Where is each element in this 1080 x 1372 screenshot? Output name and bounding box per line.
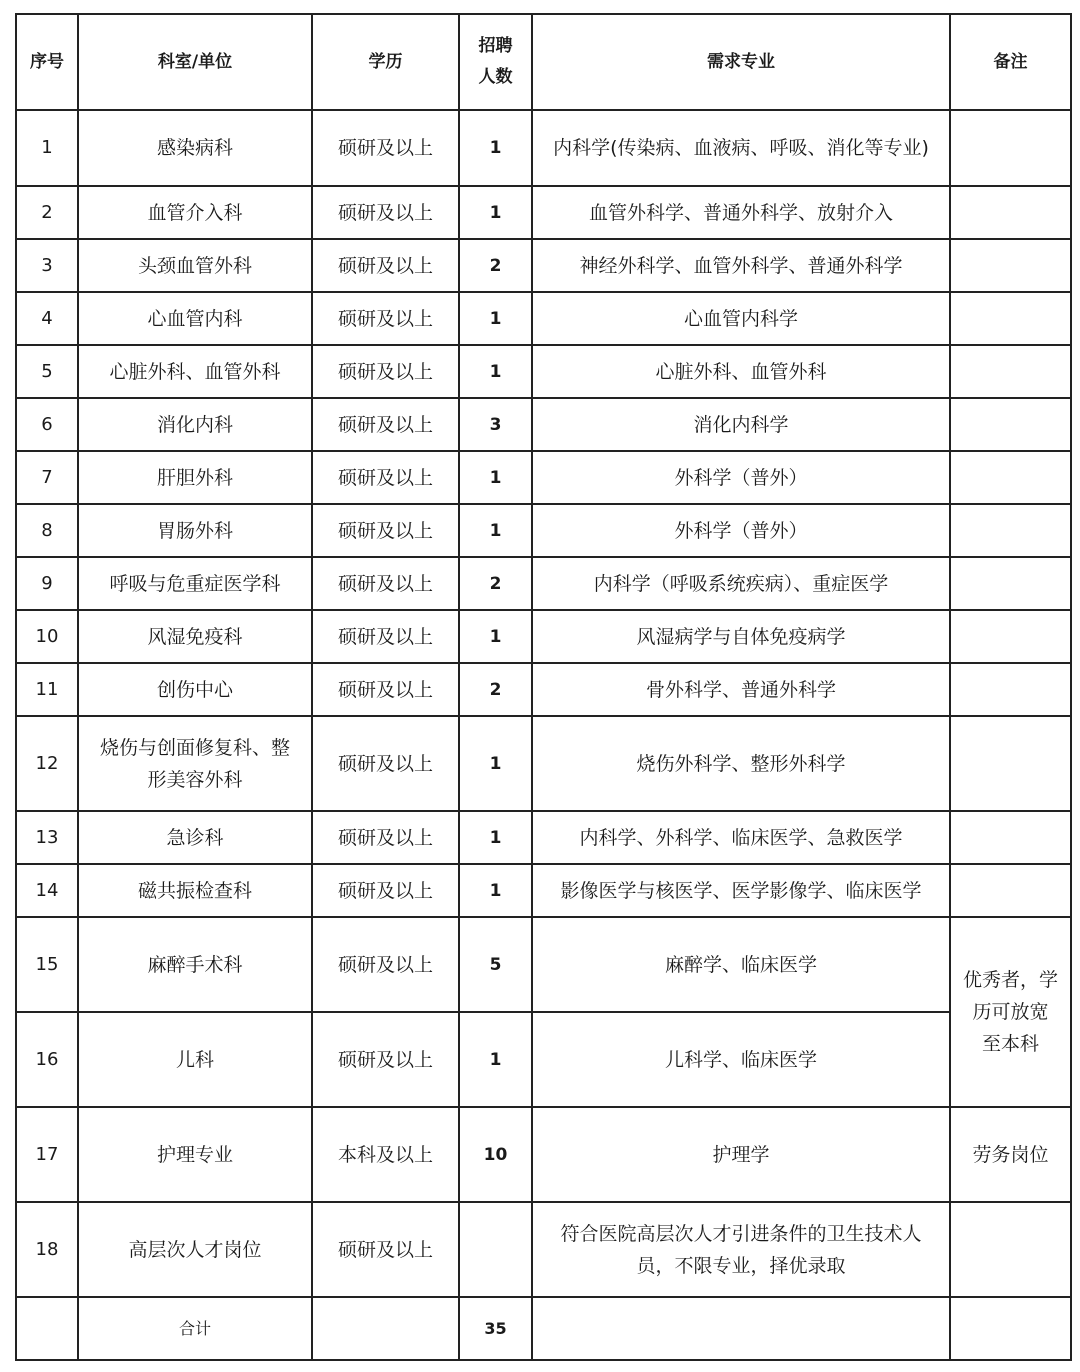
cell-edu: 硕研及以上 — [312, 345, 459, 398]
cell-count: 2 — [459, 663, 532, 716]
cell-major: 内科学(传染病、血液病、呼吸、消化等专业) — [532, 110, 950, 186]
cell-count: 3 — [459, 398, 532, 451]
cell-note — [950, 451, 1071, 504]
cell-dept: 胃肠外科 — [78, 504, 312, 557]
cell-seq: 9 — [16, 557, 78, 610]
cell-seq: 5 — [16, 345, 78, 398]
cell-seq — [16, 1297, 78, 1360]
cell-edu: 硕研及以上 — [312, 292, 459, 345]
cell-edu — [312, 1297, 459, 1360]
header-count-line1: 招聘 — [478, 36, 513, 56]
cell-note — [950, 1297, 1071, 1360]
header-note: 备注 — [950, 14, 1071, 110]
cell-note — [950, 292, 1071, 345]
table-row — [16, 186, 1071, 239]
cell-count: 5 — [459, 917, 532, 1012]
cell-count: 1 — [459, 716, 532, 811]
cell-dept: 风湿免疫科 — [78, 610, 312, 663]
cell-edu: 硕研及以上 — [312, 110, 459, 186]
cell-count: 1 — [459, 292, 532, 345]
total-count: 35 — [459, 1297, 532, 1360]
cell-major: 外科学（普外） — [532, 451, 950, 504]
cell-dept: 消化内科 — [78, 398, 312, 451]
table-row — [16, 451, 1071, 504]
cell-dept: 血管介入科 — [78, 186, 312, 239]
cell-dept: 创伤中心 — [78, 663, 312, 716]
table-row — [16, 504, 1071, 557]
cell-seq: 10 — [16, 610, 78, 663]
header-major: 需求专业 — [532, 14, 950, 110]
cell-edu: 硕研及以上 — [312, 557, 459, 610]
cell-major: 影像医学与核医学、医学影像学、临床医学 — [532, 864, 950, 917]
cell-major: 风湿病学与自体免疫病学 — [532, 610, 950, 663]
table-row — [16, 292, 1071, 345]
cell-seq: 14 — [16, 864, 78, 917]
cell-count: 1 — [459, 504, 532, 557]
cell-count: 1 — [459, 610, 532, 663]
cell-dept — [78, 716, 312, 811]
cell-major: 外科学（普外） — [532, 504, 950, 557]
cell-seq: 1 — [16, 110, 78, 186]
cell-dept: 心血管内科 — [78, 292, 312, 345]
header-dept: 科室/单位 — [78, 14, 312, 110]
cell-note — [950, 557, 1071, 610]
cell-dept-line1: 烧伤与创面修复科、整 — [99, 736, 290, 759]
cell-count: 1 — [459, 186, 532, 239]
table-row — [16, 110, 1071, 186]
cell-major: 护理学 — [532, 1107, 950, 1202]
cell-count: 1 — [459, 110, 532, 186]
table-row — [16, 345, 1071, 398]
cell-dept: 高层次人才岗位 — [78, 1202, 312, 1297]
cell-seq: 15 — [16, 917, 78, 1012]
cell-seq: 8 — [16, 504, 78, 557]
table-row — [16, 1107, 1071, 1202]
cell-major: 烧伤外科学、整形外科学 — [532, 716, 950, 811]
table-row — [16, 917, 1071, 1012]
cell-edu: 硕研及以上 — [312, 663, 459, 716]
table-row — [16, 864, 1071, 917]
cell-seq: 11 — [16, 663, 78, 716]
cell-note — [950, 811, 1071, 864]
cell-edu: 硕研及以上 — [312, 811, 459, 864]
table-row — [16, 1012, 1071, 1107]
cell-edu: 硕研及以上 — [312, 864, 459, 917]
cell-count: 1 — [459, 1012, 532, 1107]
cell-edu: 硕研及以上 — [312, 451, 459, 504]
table-row — [16, 811, 1071, 864]
cell-edu: 硕研及以上 — [312, 398, 459, 451]
cell-dept: 儿科 — [78, 1012, 312, 1107]
cell-seq: 13 — [16, 811, 78, 864]
cell-dept: 护理专业 — [78, 1107, 312, 1202]
cell-dept: 肝胆外科 — [78, 451, 312, 504]
cell-count: 2 — [459, 557, 532, 610]
table-row — [16, 716, 1071, 811]
total-row — [16, 1297, 1071, 1360]
cell-major: 心血管内科学 — [532, 292, 950, 345]
cell-dept: 心脏外科、血管外科 — [78, 345, 312, 398]
cell-major-line1: 符合医院高层次人才引进条件的卫生技术人 — [560, 1222, 922, 1245]
cell-major: 麻醉学、临床医学 — [532, 917, 950, 1012]
cell-count: 1 — [459, 345, 532, 398]
cell-edu: 硕研及以上 — [312, 239, 459, 292]
cell-dept-line2: 形美容外科 — [147, 768, 243, 791]
header-count-line2: 人数 — [478, 67, 513, 87]
cell-major: 骨外科学、普通外科学 — [532, 663, 950, 716]
header-edu: 学历 — [312, 14, 459, 110]
table-row — [16, 239, 1071, 292]
cell-seq: 17 — [16, 1107, 78, 1202]
header-seq: 序号 — [16, 14, 78, 110]
cell-seq: 4 — [16, 292, 78, 345]
recruitment-table — [15, 13, 1072, 1361]
cell-edu: 硕研及以上 — [312, 610, 459, 663]
table-row — [16, 1202, 1071, 1297]
cell-note — [950, 610, 1071, 663]
cell-edu: 硕研及以上 — [312, 716, 459, 811]
cell-seq: 2 — [16, 186, 78, 239]
cell-major: 心脏外科、血管外科 — [532, 345, 950, 398]
cell-dept: 呼吸与危重症医学科 — [78, 557, 312, 610]
cell-seq: 3 — [16, 239, 78, 292]
cell-major — [532, 1297, 950, 1360]
cell-note-merged — [950, 917, 1071, 1107]
cell-count: 1 — [459, 451, 532, 504]
header-row — [16, 14, 1071, 110]
table-row — [16, 663, 1071, 716]
cell-seq: 12 — [16, 716, 78, 811]
cell-count: 1 — [459, 864, 532, 917]
cell-seq: 7 — [16, 451, 78, 504]
cell-seq: 6 — [16, 398, 78, 451]
cell-count: 10 — [459, 1107, 532, 1202]
cell-dept: 磁共振检查科 — [78, 864, 312, 917]
cell-dept: 头颈血管外科 — [78, 239, 312, 292]
cell-count: 1 — [459, 811, 532, 864]
note-line1: 优秀者，学 — [962, 969, 1058, 991]
cell-major — [532, 1202, 950, 1297]
cell-dept: 感染病科 — [78, 110, 312, 186]
total-label: 合计 — [78, 1297, 312, 1360]
cell-note — [950, 663, 1071, 716]
cell-edu: 硕研及以上 — [312, 1202, 459, 1297]
note-line2: 历可放宽 — [972, 1001, 1049, 1023]
cell-edu: 硕研及以上 — [312, 504, 459, 557]
cell-dept: 麻醉手术科 — [78, 917, 312, 1012]
cell-seq: 16 — [16, 1012, 78, 1107]
cell-edu: 硕研及以上 — [312, 186, 459, 239]
cell-note — [950, 864, 1071, 917]
cell-note — [950, 110, 1071, 186]
table-row — [16, 398, 1071, 451]
cell-note — [950, 504, 1071, 557]
cell-edu: 硕研及以上 — [312, 917, 459, 1012]
cell-major: 神经外科学、血管外科学、普通外科学 — [532, 239, 950, 292]
cell-edu: 本科及以上 — [312, 1107, 459, 1202]
table-row — [16, 610, 1071, 663]
cell-note — [950, 239, 1071, 292]
cell-note — [950, 186, 1071, 239]
cell-note — [950, 1202, 1071, 1297]
cell-major-line2: 员，不限专业，择优录取 — [636, 1254, 846, 1277]
cell-count: 2 — [459, 239, 532, 292]
header-count — [459, 14, 532, 110]
cell-major: 消化内科学 — [532, 398, 950, 451]
note-line3: 至本科 — [981, 1033, 1039, 1055]
cell-seq: 18 — [16, 1202, 78, 1297]
table-row — [16, 557, 1071, 610]
cell-major: 儿科学、临床医学 — [532, 1012, 950, 1107]
cell-note — [950, 345, 1071, 398]
cell-major: 内科学（呼吸系统疾病）、重症医学 — [532, 557, 950, 610]
cell-note — [950, 716, 1071, 811]
cell-major: 血管外科学、普通外科学、放射介入 — [532, 186, 950, 239]
cell-major: 内科学、外科学、临床医学、急救医学 — [532, 811, 950, 864]
cell-note — [950, 398, 1071, 451]
cell-dept: 急诊科 — [78, 811, 312, 864]
cell-note: 劳务岗位 — [950, 1107, 1071, 1202]
cell-edu: 硕研及以上 — [312, 1012, 459, 1107]
cell-count — [459, 1202, 532, 1297]
